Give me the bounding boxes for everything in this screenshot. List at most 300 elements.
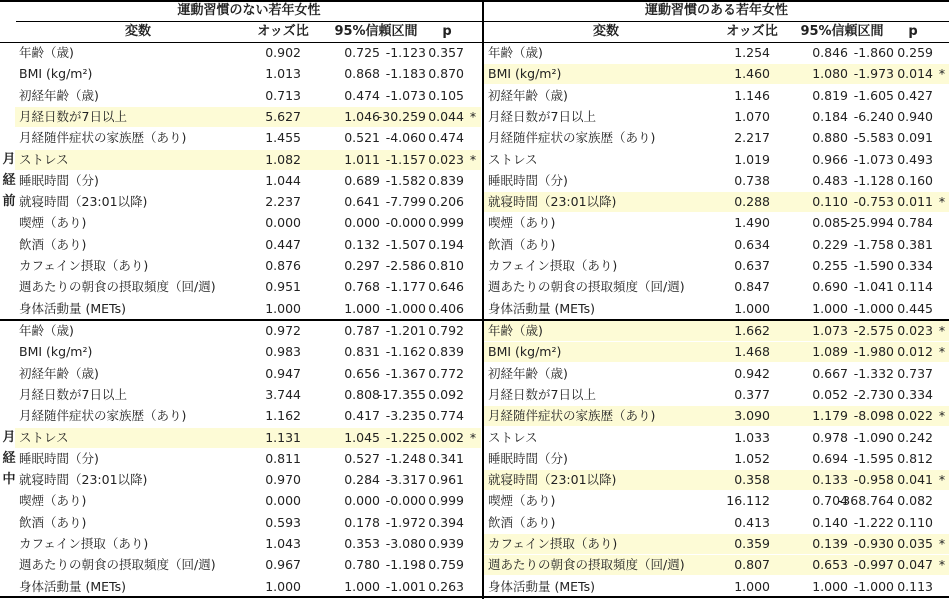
significance-marker: * [938, 323, 946, 338]
p-value-cell: 0.114 [897, 279, 933, 295]
variable-cell: 喫煙（あり) [488, 493, 556, 509]
ci-lower-cell: 0.000 [344, 215, 380, 231]
variable-cell: 年齢（歳) [19, 45, 74, 60]
p-value-cell: 0.839 [428, 172, 464, 188]
ci-upper-cell: -1.248 [385, 450, 426, 466]
p-value-cell: 0.022 [897, 408, 933, 424]
significance-marker [936, 150, 948, 170]
table-row [15, 428, 481, 448]
table-row [15, 449, 481, 469]
col-header-p: p [908, 24, 918, 39]
ci-upper-cell: -17.355 [377, 386, 426, 402]
ci-lower-cell: 0.110 [812, 194, 848, 210]
ci-lower-cell: 0.831 [344, 344, 380, 360]
p-value-cell: 0.091 [897, 130, 933, 146]
p-value-cell: 0.474 [428, 130, 464, 146]
variable-cell: 飲酒（あり) [488, 236, 556, 252]
significance-marker [936, 43, 948, 63]
odds-ratio-cell: 1.662 [734, 323, 770, 338]
ci-lower-cell: 0.653 [812, 557, 848, 573]
table-row [15, 534, 481, 554]
ci-upper-cell: -1.201 [385, 323, 426, 338]
ci-upper-cell: -2.575 [853, 323, 894, 338]
p-value-cell: 0.023 [897, 323, 933, 338]
table-row [15, 107, 481, 127]
significance-marker [936, 364, 948, 384]
variable-cell: 睡眠時間（分) [488, 172, 568, 188]
ci-lower-cell: 0.483 [812, 172, 848, 188]
ci-upper-cell: -1.177 [385, 279, 426, 295]
col-header-variable: 変数 [124, 24, 151, 39]
p-value-cell: 0.044 [428, 108, 464, 124]
significance-marker [936, 491, 948, 511]
ci-lower-cell: 0.725 [344, 45, 380, 60]
significance-marker: * [938, 536, 946, 551]
ci-lower-cell: 0.780 [344, 557, 380, 573]
ci-lower-cell: 0.768 [344, 279, 380, 295]
group-title-no-exercise: 運動習慣のない若年女性 [177, 3, 321, 18]
p-value-cell: 0.646 [428, 279, 464, 295]
table-row [484, 406, 949, 426]
variable-cell: ストレス [19, 151, 69, 167]
ci-upper-cell: -2.586 [385, 258, 426, 273]
ci-lower-cell: 0.353 [344, 536, 380, 551]
significance-marker [467, 192, 479, 212]
table-row [484, 513, 949, 533]
ci-lower-cell: 0.880 [812, 130, 848, 146]
odds-ratio-cell: 0.970 [265, 472, 301, 488]
p-value-cell: 0.394 [428, 514, 464, 530]
significance-marker: * [938, 408, 946, 424]
odds-ratio-cell: 2.237 [265, 194, 301, 210]
odds-ratio-cell: 1.455 [265, 130, 301, 146]
ci-upper-cell: -3.080 [385, 536, 426, 551]
significance-marker [467, 128, 479, 148]
p-value-cell: 0.810 [428, 258, 464, 273]
p-value-cell: 0.194 [428, 236, 464, 252]
ci-upper-cell: -1.605 [853, 87, 894, 103]
variable-cell: 年齢（歳) [488, 323, 543, 338]
odds-ratio-cell: 1.043 [265, 536, 301, 551]
ci-upper-cell: -1.157 [385, 151, 426, 167]
significance-marker: * [469, 429, 477, 445]
p-value-cell: 0.999 [428, 215, 464, 231]
ci-upper-cell: -1.000 [385, 300, 426, 316]
variable-cell: 月経随伴症状の家族歴（あり) [19, 130, 187, 146]
odds-ratio-cell: 0.413 [734, 514, 770, 530]
p-value-cell: 0.002 [428, 429, 464, 445]
ci-lower-cell: 1.011 [344, 151, 380, 167]
ci-upper-cell: -368.764 [837, 493, 894, 509]
p-value-cell: 0.206 [428, 194, 464, 210]
significance-marker: * [938, 66, 946, 82]
variable-cell: 年齢（歳) [488, 45, 543, 60]
variable-cell: 睡眠時間（分) [19, 172, 99, 188]
ci-lower-cell: 0.690 [812, 279, 848, 295]
variable-cell: 喫煙（あり) [19, 215, 87, 231]
group-divider [482, 0, 484, 599]
p-value-cell: 0.014 [897, 66, 933, 82]
table-row [484, 491, 949, 511]
variable-cell: 月経日数が7日以上 [19, 386, 127, 402]
significance-marker [467, 256, 479, 276]
p-value-cell: 0.357 [428, 45, 464, 60]
table-row [15, 43, 481, 63]
variable-cell: 週あたりの朝食の摂取頻度（回/週) [488, 557, 685, 573]
ci-lower-cell: 0.474 [344, 87, 380, 103]
significance-marker [467, 513, 479, 533]
variable-cell: 週あたりの朝食の摂取頻度（回/週) [19, 279, 216, 295]
variable-cell: ストレス [488, 151, 538, 167]
variable-cell: 週あたりの朝食の摂取頻度（回/週) [19, 557, 216, 573]
ci-upper-cell: -1.162 [385, 344, 426, 360]
ci-upper-cell: -1.000 [853, 300, 894, 316]
variable-cell: 初経年齢（歳) [19, 365, 99, 381]
significance-marker [936, 299, 948, 319]
significance-marker [936, 235, 948, 255]
odds-ratio-cell: 1.019 [734, 151, 770, 167]
ci-upper-cell: -1.582 [385, 172, 426, 188]
p-value-cell: 0.242 [897, 429, 933, 445]
p-value-cell: 0.035 [897, 536, 933, 551]
odds-ratio-cell: 0.983 [265, 344, 301, 360]
odds-ratio-cell: 0.807 [734, 557, 770, 573]
table-row [484, 534, 949, 554]
ci-upper-cell: -5.583 [853, 130, 894, 146]
variable-cell: BMI (kg/m²) [19, 344, 93, 360]
col-header-odds-ratio: オッズ比 [257, 24, 309, 39]
col-header-odds-ratio: オッズ比 [726, 24, 778, 39]
ci-upper-cell: -1.367 [385, 365, 426, 381]
ci-upper-cell: -0.930 [853, 536, 894, 551]
period-char: 月 [2, 430, 16, 445]
p-value-cell: 0.047 [897, 557, 933, 573]
significance-marker: * [938, 557, 946, 573]
p-value-cell: 0.939 [428, 536, 464, 551]
table-row [484, 235, 949, 255]
table-row [484, 342, 949, 362]
odds-ratio-cell: 1.044 [265, 172, 301, 188]
odds-ratio-cell: 0.288 [734, 194, 770, 210]
table-row [484, 192, 949, 212]
bottom-border [0, 596, 949, 598]
ci-upper-cell: -0.997 [853, 557, 894, 573]
col-header-p: p [442, 24, 452, 39]
odds-ratio-cell: 0.447 [265, 236, 301, 252]
ci-upper-cell: -1.758 [853, 236, 894, 252]
significance-marker [936, 428, 948, 448]
variable-cell: 就寝時間（23:01以降) [488, 472, 617, 488]
ci-lower-cell: 0.641 [344, 194, 380, 210]
significance-marker [936, 171, 948, 191]
significance-marker [936, 86, 948, 106]
period-label-premenstrual [2, 149, 16, 212]
ci-lower-cell: 0.255 [812, 258, 848, 273]
p-value-cell: 0.445 [897, 300, 933, 316]
period-char: 経 [2, 451, 16, 466]
significance-marker: * [938, 344, 946, 360]
table-row [484, 364, 949, 384]
significance-marker [467, 406, 479, 426]
p-value-cell: 0.012 [897, 344, 933, 360]
odds-ratio-cell: 1.000 [734, 578, 770, 594]
odds-ratio-cell: 0.951 [265, 279, 301, 295]
p-value-cell: 0.870 [428, 66, 464, 82]
ci-upper-cell: -2.730 [853, 386, 894, 402]
table-row [15, 128, 481, 148]
header-rule [0, 42, 949, 43]
ci-lower-cell: 0.284 [344, 472, 380, 488]
variable-cell: 初経年齢（歳) [488, 365, 568, 381]
table-row [15, 470, 481, 490]
odds-ratio-cell: 1.468 [734, 344, 770, 360]
significance-marker: * [938, 472, 946, 488]
ci-lower-cell: 0.978 [812, 429, 848, 445]
ci-upper-cell: -1.332 [853, 365, 894, 381]
significance-marker [467, 449, 479, 469]
odds-ratio-cell: 0.811 [265, 450, 301, 466]
ci-lower-cell: 1.000 [344, 300, 380, 316]
table-row [484, 470, 949, 490]
variable-cell: 喫煙（あり) [488, 215, 556, 231]
ci-upper-cell: -6.240 [853, 108, 894, 124]
ci-upper-cell: -1.972 [385, 514, 426, 530]
odds-ratio-cell: 1.131 [265, 429, 301, 445]
odds-ratio-cell: 0.000 [265, 493, 301, 509]
ci-lower-cell: 0.787 [344, 323, 380, 338]
table-row [15, 577, 481, 597]
ci-lower-cell: 1.000 [344, 578, 380, 594]
ci-lower-cell: 0.297 [344, 258, 380, 273]
variable-cell: 週あたりの朝食の摂取頻度（回/週) [488, 279, 685, 295]
table-row [484, 171, 949, 191]
ci-lower-cell: 0.704 [812, 493, 848, 509]
table-row [15, 364, 481, 384]
p-value-cell: 0.041 [897, 472, 933, 488]
table-row [15, 86, 481, 106]
odds-ratio-cell: 0.713 [265, 87, 301, 103]
ci-upper-cell: -0.000 [385, 493, 426, 509]
ci-upper-cell: -1.507 [385, 236, 426, 252]
table-row [15, 385, 481, 405]
variable-cell: 初経年齢（歳) [19, 87, 99, 103]
significance-marker [467, 534, 479, 554]
table-row [484, 128, 949, 148]
variable-cell: BMI (kg/m²) [19, 66, 93, 82]
ci-lower-cell: 0.052 [812, 386, 848, 402]
ci-lower-cell: 0.694 [812, 450, 848, 466]
significance-marker [936, 513, 948, 533]
ci-lower-cell: 0.846 [812, 45, 848, 60]
variable-cell: 睡眠時間（分) [488, 450, 568, 466]
variable-cell: 年齢（歳) [19, 323, 74, 338]
ci-upper-cell: -1.590 [853, 258, 894, 273]
ci-upper-cell: -1.128 [853, 172, 894, 188]
odds-ratio-cell: 0.000 [265, 215, 301, 231]
variable-cell: 飲酒（あり) [19, 514, 87, 530]
significance-marker [936, 449, 948, 469]
ci-upper-cell: -3.317 [385, 472, 426, 488]
p-value-cell: 0.381 [897, 236, 933, 252]
ci-upper-cell: -1.123 [385, 45, 426, 60]
ci-lower-cell: 0.689 [344, 172, 380, 188]
ci-upper-cell: -30.259 [377, 108, 426, 124]
odds-ratio-cell: 16.112 [726, 493, 770, 509]
ci-lower-cell: 0.966 [812, 151, 848, 167]
table-row [484, 64, 949, 84]
odds-ratio-cell: 0.637 [734, 258, 770, 273]
significance-marker [467, 213, 479, 233]
odds-ratio-cell: 0.947 [265, 365, 301, 381]
significance-marker [467, 86, 479, 106]
table-row [484, 321, 949, 341]
p-value-cell: 0.737 [897, 365, 933, 381]
p-value-cell: 0.772 [428, 365, 464, 381]
significance-marker [467, 235, 479, 255]
variable-cell: 喫煙（あり) [19, 493, 87, 509]
odds-ratio-cell: 0.902 [265, 45, 301, 60]
p-value-cell: 0.110 [897, 514, 933, 530]
odds-ratio-cell: 1.052 [734, 450, 770, 466]
ci-lower-cell: 1.046 [344, 108, 380, 124]
significance-marker [467, 299, 479, 319]
col-header-ci: 95%信頼区間 [800, 24, 884, 39]
significance-marker [467, 43, 479, 63]
significance-marker [936, 385, 948, 405]
ci-upper-cell: -0.958 [853, 472, 894, 488]
ci-lower-cell: 0.656 [344, 365, 380, 381]
ci-upper-cell: -1.980 [853, 344, 894, 360]
ci-upper-cell: -1.860 [853, 45, 894, 60]
table-row [484, 150, 949, 170]
significance-marker [936, 256, 948, 276]
ci-lower-cell: 1.000 [812, 578, 848, 594]
ci-lower-cell: 1.089 [812, 344, 848, 360]
ci-upper-cell: -4.060 [385, 130, 426, 146]
ci-lower-cell: 0.178 [344, 514, 380, 530]
ci-lower-cell: 0.667 [812, 365, 848, 381]
ci-upper-cell: -1.183 [385, 66, 426, 82]
odds-ratio-cell: 0.876 [265, 258, 301, 273]
odds-ratio-cell: 0.359 [734, 536, 770, 551]
p-value-cell: 0.011 [897, 194, 933, 210]
odds-ratio-cell: 1.490 [734, 215, 770, 231]
odds-ratio-cell: 1.162 [265, 408, 301, 424]
table-row [15, 150, 481, 170]
variable-cell: ストレス [19, 429, 69, 445]
ci-lower-cell: 0.140 [812, 514, 848, 530]
ci-upper-cell: -7.799 [385, 194, 426, 210]
variable-cell: 月経随伴症状の家族歴（あり) [19, 408, 187, 424]
variable-cell: 月経日数が7日以上 [19, 108, 127, 124]
variable-cell: 就寝時間（23:01以降) [488, 194, 617, 210]
significance-marker [936, 128, 948, 148]
variable-cell: カフェイン摂取（あり) [488, 258, 618, 273]
variable-cell: カフェイン摂取（あり) [488, 536, 618, 551]
table-row [484, 385, 949, 405]
significance-marker [467, 577, 479, 597]
significance-marker [467, 64, 479, 84]
odds-ratio-cell: 0.967 [265, 557, 301, 573]
ci-upper-cell: -1.198 [385, 557, 426, 573]
p-value-cell: 0.839 [428, 344, 464, 360]
ci-lower-cell: 1.000 [812, 300, 848, 316]
table-row [15, 64, 481, 84]
odds-ratio-cell: 0.593 [265, 514, 301, 530]
ci-lower-cell: 1.179 [812, 408, 848, 424]
variable-cell: 身体活動量 (METs) [488, 578, 595, 594]
ci-lower-cell: 0.868 [344, 66, 380, 82]
variable-cell: 月経日数が7日以上 [488, 108, 596, 124]
p-value-cell: 0.160 [897, 172, 933, 188]
table-row [15, 213, 481, 233]
odds-ratio-cell: 1.460 [734, 66, 770, 82]
table-row [484, 86, 949, 106]
ci-lower-cell: 0.139 [812, 536, 848, 551]
odds-ratio-cell: 5.627 [265, 108, 301, 124]
p-value-cell: 0.999 [428, 493, 464, 509]
ci-upper-cell: -3.235 [385, 408, 426, 424]
odds-ratio-cell: 1.070 [734, 108, 770, 124]
variable-cell: 身体活動量 (METs) [19, 300, 126, 316]
significance-marker [467, 364, 479, 384]
p-value-cell: 0.082 [897, 493, 933, 509]
ci-lower-cell: 1.045 [344, 429, 380, 445]
odds-ratio-cell: 3.090 [734, 408, 770, 424]
variable-cell: 身体活動量 (METs) [488, 300, 595, 316]
significance-marker [467, 321, 479, 341]
odds-ratio-cell: 0.634 [734, 236, 770, 252]
p-value-cell: 0.774 [428, 408, 464, 424]
odds-ratio-cell: 0.377 [734, 386, 770, 402]
table-row [15, 513, 481, 533]
p-value-cell: 0.812 [897, 450, 933, 466]
table-row [15, 342, 481, 362]
ci-upper-cell: -0.753 [853, 194, 894, 210]
ci-upper-cell: -1.000 [853, 578, 894, 594]
top-border [0, 0, 949, 2]
significance-marker: * [469, 108, 477, 124]
table-row [484, 277, 949, 297]
ci-upper-cell: -1.090 [853, 429, 894, 445]
variable-cell: 月経日数が7日以上 [488, 386, 596, 402]
ci-lower-cell: 0.819 [812, 87, 848, 103]
variable-cell: 月経随伴症状の家族歴（あり) [488, 130, 656, 146]
odds-ratio-cell: 1.000 [734, 300, 770, 316]
ci-lower-cell: 1.080 [812, 66, 848, 82]
significance-marker [936, 577, 948, 597]
p-value-cell: 0.334 [897, 258, 933, 273]
table-row [484, 299, 949, 319]
table-row [484, 256, 949, 276]
period-divider [0, 319, 949, 321]
ci-upper-cell: -25.994 [845, 215, 894, 231]
period-label-menstrual [2, 427, 16, 490]
table-row [15, 299, 481, 319]
period-char: 経 [2, 173, 16, 188]
odds-ratio-cell: 1.146 [734, 87, 770, 103]
odds-ratio-cell: 0.358 [734, 472, 770, 488]
p-value-cell: 0.427 [897, 87, 933, 103]
p-value-cell: 0.105 [428, 87, 464, 103]
ci-lower-cell: 0.184 [812, 108, 848, 124]
significance-marker [467, 385, 479, 405]
table-row [484, 107, 949, 127]
period-char: 中 [2, 472, 16, 487]
significance-marker [467, 470, 479, 490]
odds-ratio-cell: 1.082 [265, 151, 301, 167]
ci-lower-cell: 0.133 [812, 472, 848, 488]
